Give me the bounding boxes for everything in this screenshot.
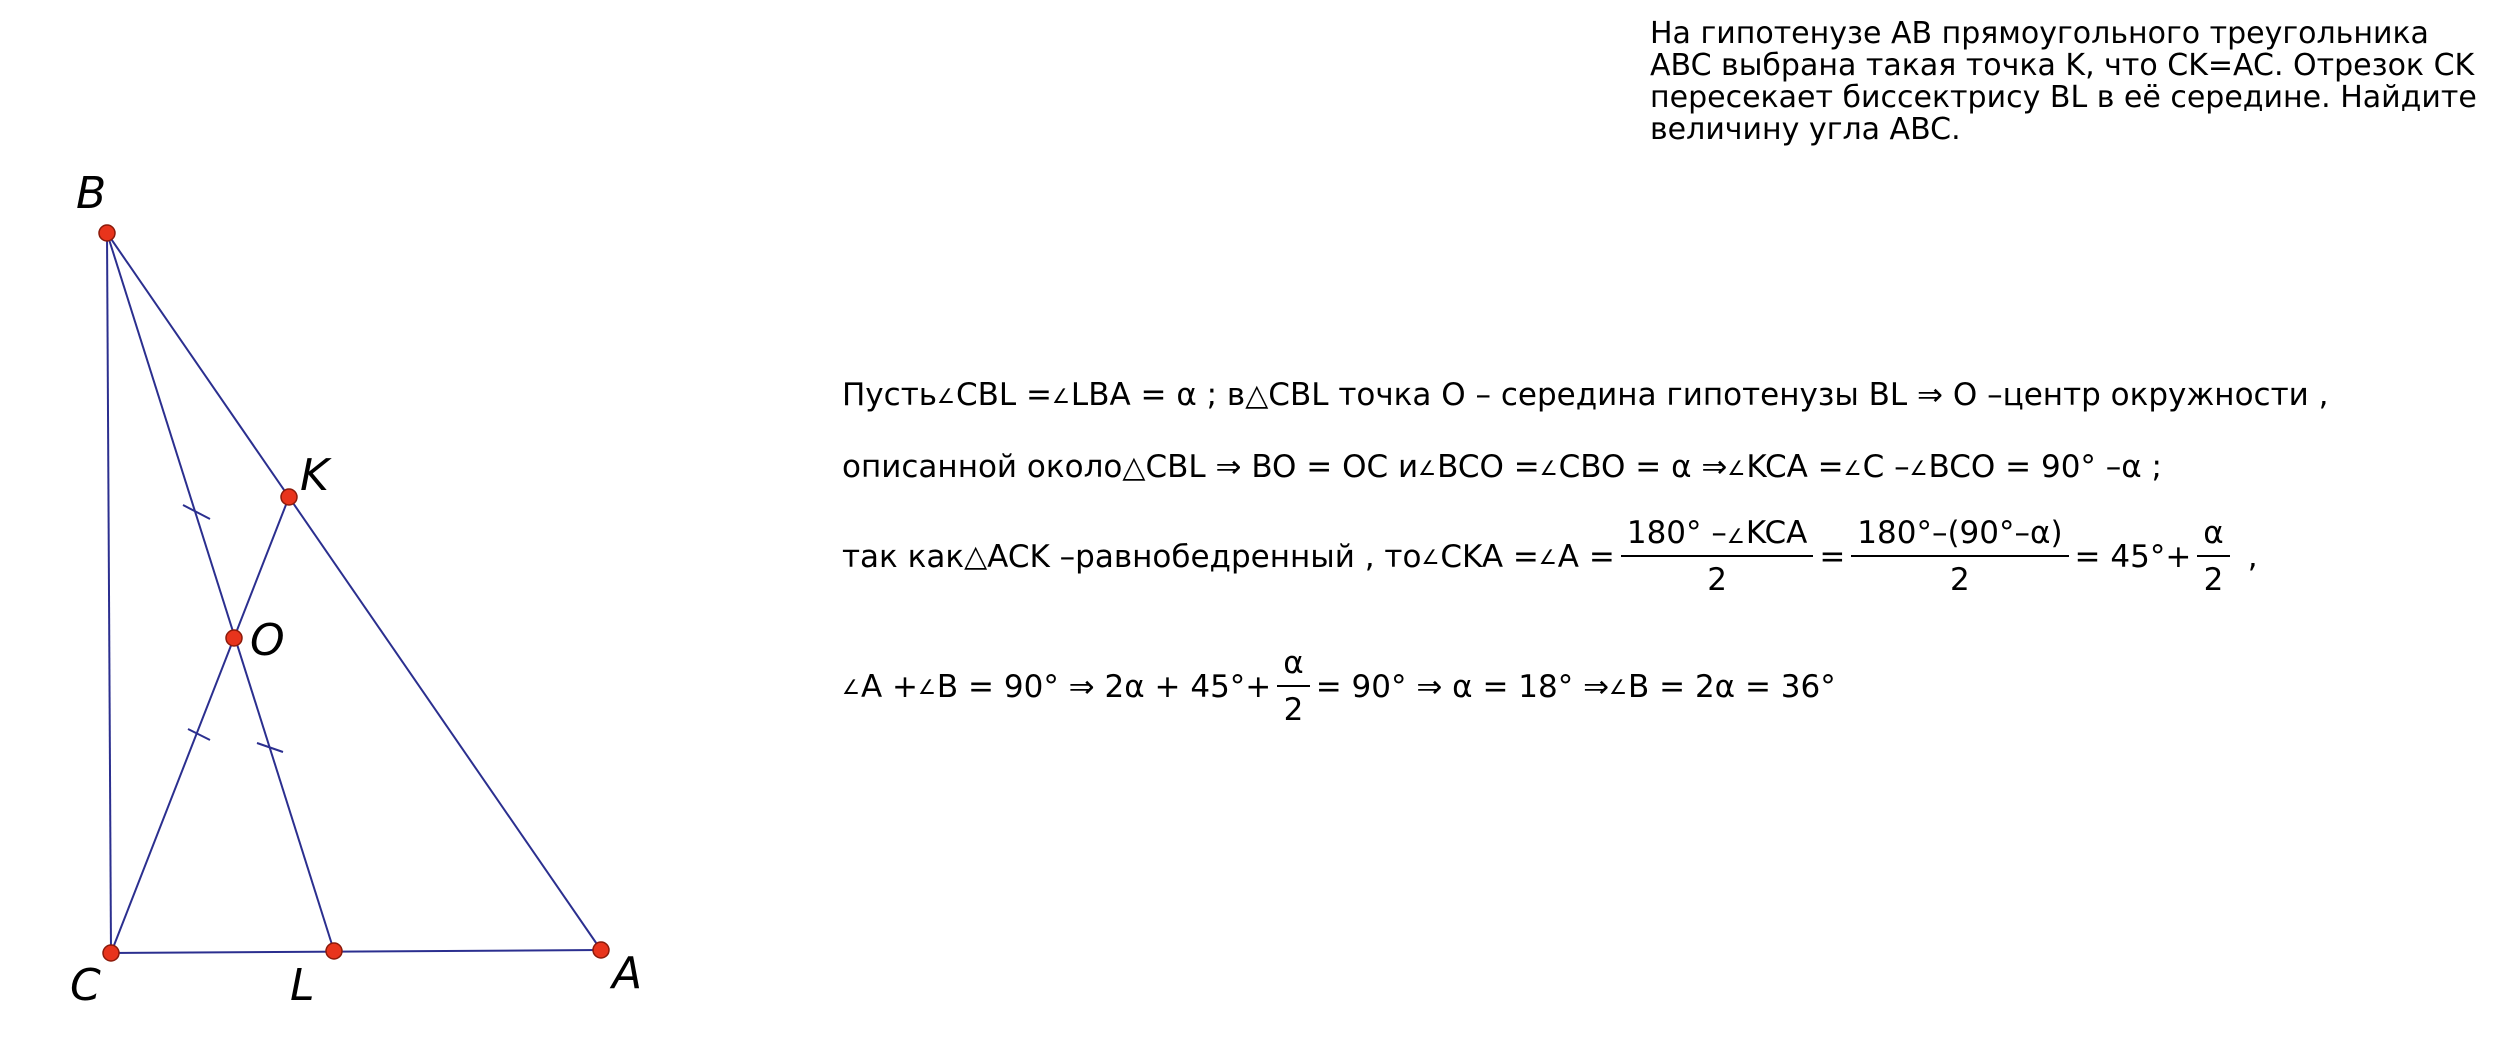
text: B = 90° ⇒ 2α + 45°+ — [936, 668, 1272, 705]
text: CKA = — [1440, 538, 1539, 575]
problem-line: ABC выбрана такая точка K, что CK=AC. Отрезок CK — [1650, 48, 2475, 83]
fraction-numerator: 180°–(90°–α) — [1851, 518, 2068, 557]
triangle-symbol: △ — [964, 539, 988, 574]
label-K: K — [300, 450, 329, 501]
fraction — [1621, 515, 1813, 598]
angle-symbol: ∠ — [1418, 455, 1437, 480]
angle-symbol: ∠ — [917, 675, 936, 699]
text: , — [2247, 538, 2258, 575]
point-L — [326, 943, 342, 959]
problem-line: величину угла ABC. — [1650, 112, 1961, 147]
text: ACK –равнобедренный , то — [987, 538, 1422, 575]
text: BCO = — [1437, 449, 1540, 485]
text: = 90° ⇒ α = 18° ⇒ — [1315, 668, 1610, 705]
text: CBO = α ⇒ — [1558, 449, 1728, 485]
angle-symbol: ∠ — [1843, 455, 1862, 480]
angle-symbol: ∠ — [1727, 455, 1746, 480]
label-L: L — [290, 960, 315, 1011]
fraction-numerator: α — [1277, 648, 1309, 687]
angle-symbol: ∠ — [1726, 524, 1745, 548]
equals-sign: = — [1819, 538, 1846, 575]
text: KCA = — [1746, 449, 1844, 485]
solution-line-3 — [842, 515, 2258, 598]
solution-line-2 — [842, 449, 2162, 485]
point-K — [281, 489, 297, 505]
solution-line-4 — [842, 645, 1836, 728]
text: A = — [1557, 538, 1615, 575]
label-A: A — [612, 948, 643, 999]
point-O — [226, 630, 242, 646]
solution-line-1 — [842, 377, 2329, 413]
segment-BC — [107, 233, 111, 953]
segment-CA — [111, 950, 601, 953]
angle-symbol: ∠ — [1539, 455, 1558, 480]
angle-symbol: ∠ — [842, 675, 860, 699]
angle-symbol: ∠ — [1538, 545, 1557, 569]
text: CBL = — [955, 377, 1052, 413]
point-C — [103, 945, 119, 961]
point-B — [99, 225, 115, 241]
text: = 45°+ — [2074, 538, 2192, 575]
fraction-denominator: 2 — [1950, 562, 1970, 598]
text: CBL точка O – середина гипотенузы BL ⇒ O –центр окружности , — [1268, 377, 2329, 413]
text: KCA — [1745, 515, 1808, 551]
fraction — [1851, 515, 2068, 598]
problem-statement — [1650, 18, 2490, 146]
text: B = 2α = 36° — [1628, 668, 1836, 705]
text: Пусть — [842, 377, 938, 413]
fraction-denominator: 2 — [2203, 562, 2224, 598]
bisector-BL — [107, 233, 334, 951]
problem-line: пересекает биссектрису BL в её середине. Найдите — [1650, 80, 2477, 115]
segment-BA — [107, 233, 601, 950]
tick-CO — [188, 729, 210, 740]
angle-symbol: ∠ — [1909, 455, 1928, 480]
text: A + — [860, 668, 918, 705]
angle-symbol: ∠ — [1051, 383, 1070, 408]
text: 180° – — [1626, 515, 1727, 551]
label-B: B — [76, 168, 107, 219]
label-O: O — [250, 615, 285, 666]
text: описанной около — [842, 449, 1123, 485]
triangle-symbol: △ — [1245, 377, 1269, 413]
fraction-numerator — [1621, 515, 1813, 557]
text: LBA = α ; в — [1070, 377, 1246, 413]
triangle-symbol: △ — [1122, 449, 1146, 485]
text: так как — [842, 538, 965, 575]
problem-line: На гипотенузе AB прямоугольного треугольника — [1650, 16, 2429, 51]
fraction-denominator: 2 — [1283, 692, 1304, 728]
fraction-numerator: α — [2197, 518, 2229, 557]
figure-lines — [107, 233, 601, 953]
text: BCO = 90° –α ; — [1928, 449, 2162, 485]
fraction — [1277, 645, 1309, 728]
point-A — [593, 942, 609, 958]
angle-symbol: ∠ — [1609, 675, 1627, 699]
text: C – — [1862, 449, 1910, 485]
label-C: C — [70, 960, 101, 1011]
fraction — [2197, 515, 2229, 598]
angle-symbol: ∠ — [937, 383, 955, 408]
angle-symbol: ∠ — [1421, 545, 1440, 569]
fraction-denominator: 2 — [1707, 562, 1727, 598]
text: CBL ⇒ BO = OC и — [1145, 449, 1419, 485]
